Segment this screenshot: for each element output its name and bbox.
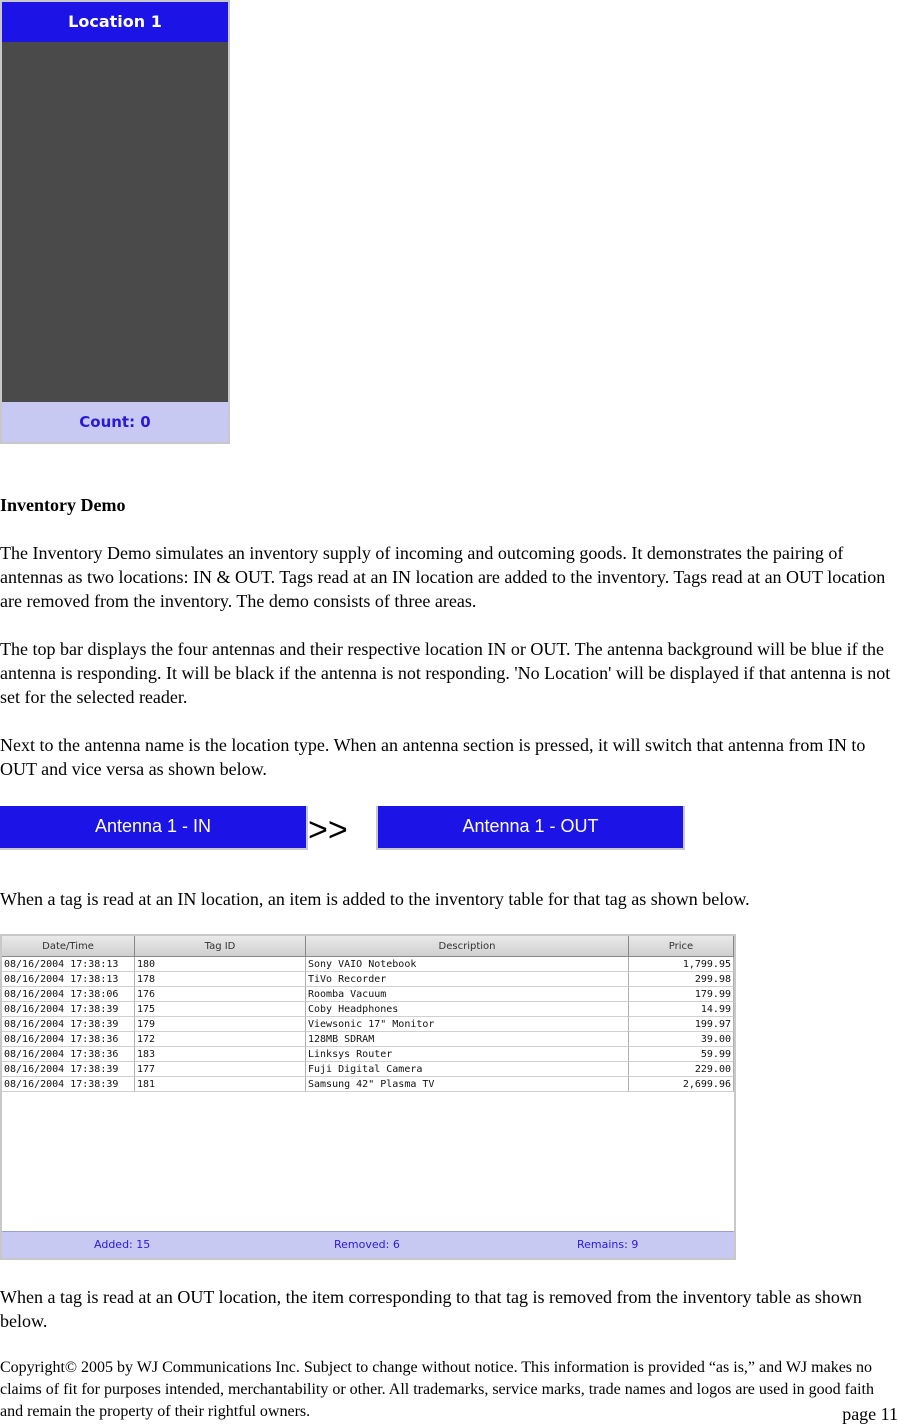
copyright-notice: Copyright© 2005 by WJ Communications Inc. Subject to change without notice. This information is provided “as is,” and WJ makes no claims of fit for purposes intended, merchantability or other. All trademarks, service marks, trade names and logos are used in good faith and remain the property of their rightful owners.	[0, 1359, 874, 1420]
cell-price: 199.97	[629, 1017, 734, 1032]
removed-count: Removed: 6	[334, 1238, 400, 1251]
table-row[interactable]	[2, 987, 734, 1002]
cell-price: 2,699.96	[629, 1077, 734, 1092]
cell-description: Samsung 42" Plasma TV	[306, 1077, 629, 1092]
column-header-description[interactable]: Description	[306, 936, 629, 957]
paragraph-toggle: Next to the antenna name is the location type. When an antenna section is pressed, it will switch that antenna from IN to OUT and vice versa as shown below.	[0, 735, 866, 779]
table-row[interactable]	[2, 1017, 734, 1032]
column-header-datetime[interactable]: Date/Time	[2, 936, 135, 957]
cell-description: Fuji Digital Camera	[306, 1062, 629, 1077]
cell-price: 14.99	[629, 1002, 734, 1017]
table-row[interactable]	[2, 1047, 734, 1062]
cell-datetime: 08/16/2004 17:38:39	[2, 1017, 135, 1032]
table-row[interactable]	[2, 1002, 734, 1017]
cell-price: 39.00	[629, 1032, 734, 1047]
column-header-price[interactable]: Price	[629, 936, 734, 957]
paragraph-in-read: When a tag is read at an IN location, an item is added to the inventory table for that tag as shown below.	[0, 889, 750, 909]
section-heading: Inventory Demo	[0, 495, 126, 515]
location-title[interactable]: Location 1	[2, 2, 228, 42]
cell-tag-id: 176	[135, 987, 306, 1002]
table-row[interactable]	[2, 1032, 734, 1047]
paragraph-top-bar: The top bar displays the four antennas and their respective location IN or OUT. The antenna background will be blue if the antenna is responding. It will be black if the antenna is not responding. 'No Location' will be displayed if that antenna is not set for the selected reader.	[0, 639, 891, 707]
cell-description: Roomba Vacuum	[306, 987, 629, 1002]
cell-tag-id: 181	[135, 1077, 306, 1092]
table-row[interactable]	[2, 1062, 734, 1077]
remains-count: Remains: 9	[577, 1238, 639, 1251]
cell-datetime: 08/16/2004 17:38:39	[2, 1062, 135, 1077]
column-header-tag-id[interactable]: Tag ID	[135, 936, 306, 957]
cell-price: 59.99	[629, 1047, 734, 1062]
location-panel	[0, 0, 230, 444]
cell-price: 1,799.95	[629, 957, 734, 972]
cell-description: 128MB SDRAM	[306, 1032, 629, 1047]
cell-tag-id: 179	[135, 1017, 306, 1032]
paragraph-out-read: When a tag is read at an OUT location, the item corresponding to that tag is removed from the inventory table as shown below.	[0, 1287, 862, 1331]
antenna-1-out-button[interactable]: Antenna 1 - OUT	[376, 806, 685, 850]
cell-price: 299.98	[629, 972, 734, 987]
cell-tag-id: 183	[135, 1047, 306, 1062]
cell-datetime: 08/16/2004 17:38:36	[2, 1032, 135, 1047]
cell-price: 179.99	[629, 987, 734, 1002]
cell-tag-id: 172	[135, 1032, 306, 1047]
added-count: Added: 15	[94, 1238, 151, 1251]
table-row[interactable]	[2, 972, 734, 987]
inventory-table	[0, 934, 736, 1260]
cell-datetime: 08/16/2004 17:38:13	[2, 972, 135, 987]
cell-datetime: 08/16/2004 17:38:36	[2, 1047, 135, 1062]
arrow-indicator: >>	[308, 811, 348, 849]
table-header	[2, 936, 734, 957]
cell-tag-id: 178	[135, 972, 306, 987]
cell-description: TiVo Recorder	[306, 972, 629, 987]
cell-tag-id: 177	[135, 1062, 306, 1077]
table-row[interactable]	[2, 1077, 734, 1092]
cell-description: Coby Headphones	[306, 1002, 629, 1017]
page-number: page 11	[842, 1404, 898, 1424]
antenna-1-in-button[interactable]: Antenna 1 - IN	[0, 806, 308, 850]
location-count: Count: 0	[2, 402, 228, 442]
cell-datetime: 08/16/2004 17:38:13	[2, 957, 135, 972]
cell-description: Linksys Router	[306, 1047, 629, 1062]
cell-tag-id: 175	[135, 1002, 306, 1017]
inventory-status-bar	[2, 1231, 734, 1258]
cell-tag-id: 180	[135, 957, 306, 972]
table-row[interactable]	[2, 957, 734, 972]
cell-datetime: 08/16/2004 17:38:39	[2, 1077, 135, 1092]
cell-price: 229.00	[629, 1062, 734, 1077]
cell-datetime: 08/16/2004 17:38:06	[2, 987, 135, 1002]
cell-description: Sony VAIO Notebook	[306, 957, 629, 972]
table-body	[2, 957, 734, 1092]
cell-datetime: 08/16/2004 17:38:39	[2, 1002, 135, 1017]
paragraph-intro: The Inventory Demo simulates an inventory supply of incoming and outcoming goods. It demonstrates the pairing of antennas as two locations: IN & OUT. Tags read at an IN location are added to the inventory. Tags read at an OUT location are removed from the inventory. The demo consists of three areas.	[0, 543, 886, 611]
cell-description: Viewsonic 17" Monitor	[306, 1017, 629, 1032]
